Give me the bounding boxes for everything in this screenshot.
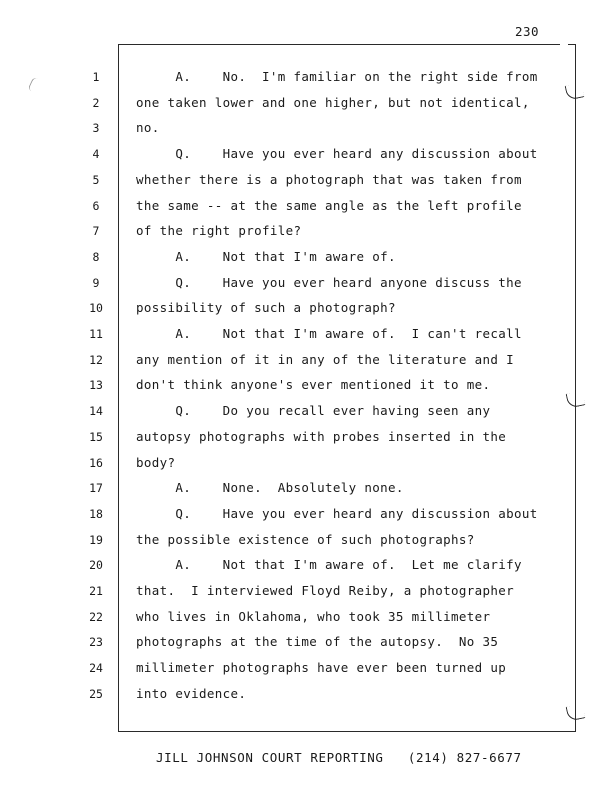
transcript-line: don't think anyone's ever mentioned it to me. (136, 377, 491, 392)
line-number: 1 (92, 70, 100, 84)
transcript-line: Q. Do you recall ever having seen any (136, 403, 491, 418)
transcript-line: Q. Have you ever heard any discussion about (136, 506, 538, 521)
transcript-line: A. Not that I'm aware of. (136, 249, 396, 264)
transcript-line: of the right profile? (136, 223, 302, 238)
transcript-line: body? (136, 455, 176, 470)
line-number: 15 (89, 430, 103, 444)
line-number: 25 (89, 687, 103, 701)
line-number: 9 (92, 276, 100, 290)
transcript-line: Q. Have you ever heard any discussion about (136, 146, 538, 161)
transcript-line: into evidence. (136, 686, 247, 701)
transcript-line: one taken lower and one higher, but not identical, (136, 95, 530, 110)
line-number: 19 (89, 533, 103, 547)
transcript-line: A. None. Absolutely none. (136, 480, 404, 495)
line-number: 13 (89, 378, 103, 392)
transcript-line: whether there is a photograph that was taken from (136, 172, 522, 187)
line-number: 4 (92, 147, 100, 161)
line-number: 3 (92, 121, 100, 135)
page-number: 230 (515, 24, 540, 39)
line-number: 14 (89, 404, 103, 418)
transcript-line: photographs at the time of the autopsy. No 35 (136, 634, 499, 649)
line-number: 21 (89, 584, 103, 598)
transcript-line: A. No. I'm familiar on the right side from (136, 69, 538, 84)
line-number: 18 (89, 507, 103, 521)
transcript-line: the possible existence of such photographs? (136, 532, 475, 547)
transcript-line: A. Not that I'm aware of. Let me clarify (136, 557, 522, 572)
reporter-footer: JILL JOHNSON COURT REPORTING (214) 827-6677 (156, 750, 522, 765)
frame-gap (560, 40, 568, 46)
transcript-line: A. Not that I'm aware of. I can't recall (136, 326, 522, 341)
line-number: 8 (92, 250, 100, 264)
line-number: 12 (89, 353, 103, 367)
line-number: 2 (92, 96, 100, 110)
transcript-line: millimeter photographs have ever been turned up (136, 660, 507, 675)
transcript-line: any mention of it in any of the literature and I (136, 352, 515, 367)
transcript-line: Q. Have you ever heard anyone discuss the (136, 275, 522, 290)
line-number: 22 (89, 610, 103, 624)
line-number: 6 (92, 199, 100, 213)
line-number: 16 (89, 456, 103, 470)
transcript-line: no. (136, 120, 160, 135)
line-number: 10 (89, 301, 103, 315)
transcript-line: who lives in Oklahoma, who took 35 millimeter (136, 609, 491, 624)
line-number: 7 (92, 224, 100, 238)
line-number: 11 (89, 327, 103, 341)
stray-pen-mark (27, 77, 41, 93)
transcript-line: autopsy photographs with probes inserted in the (136, 429, 507, 444)
line-number: 23 (89, 635, 103, 649)
transcript-line: that. I interviewed Floyd Reiby, a photographer (136, 583, 515, 598)
transcript-line: possibility of such a photograph? (136, 300, 396, 315)
line-number: 20 (89, 558, 103, 572)
line-number: 17 (89, 481, 103, 495)
line-number: 5 (92, 173, 100, 187)
line-number: 24 (89, 661, 103, 675)
transcript-line: the same -- at the same angle as the left profile (136, 198, 522, 213)
